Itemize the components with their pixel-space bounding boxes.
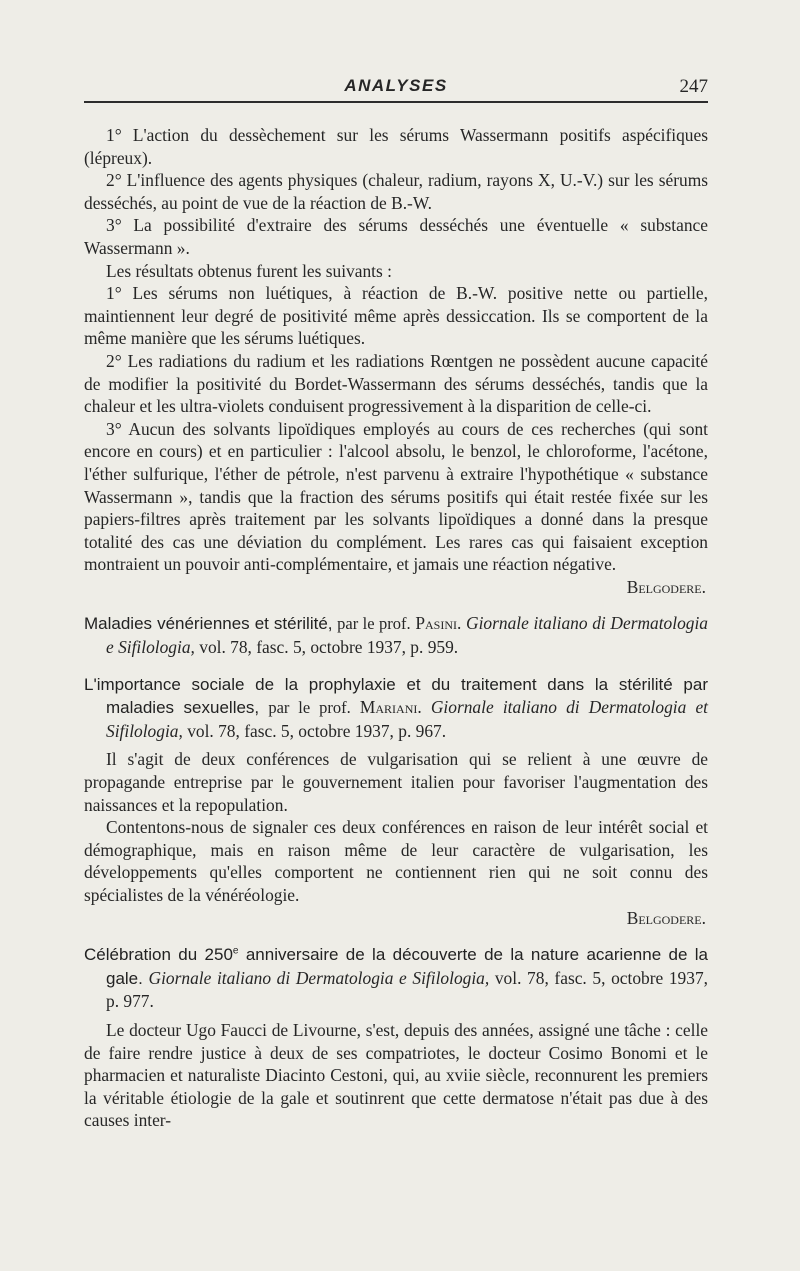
article1-paragraph: 2° L'influence des agents physiques (chaleur, radium, rayons X, U.-V.) sur les sérums desséchés, au point de vue de la réaction de B.-W. (84, 170, 708, 213)
article4-paragraph: Le docteur Ugo Faucci de Livourne, s'est, depuis des années, assigné une tâche : celle de faire rendre justice à deux de ses compatriotes, le docteur Cosimo Bonomi et le pharmacien et naturaliste Diacinto Cestoni, qui, au xviie siècle, reconnurent les premiers la véritable étiologie de la gale et soutinrent que cette dermatose n'était pas due à des causes inter- (84, 1019, 708, 1131)
article3-signature: Belgodere. (626, 907, 706, 928)
article4-title-part2: anniversaire de la découverte de la nature acarienne de la gale. (106, 945, 708, 988)
article4-title-superscript: e (232, 945, 239, 957)
article2-byline: par le prof. (337, 614, 411, 634)
article3-title: L'importance sociale de la prophylaxie et du traitement dans la stérilité par maladies sexuelles, (84, 674, 708, 718)
article3-paragraph: Il s'agit de deux conférences de vulgarisation qui se relient à une œuvre de propagande entreprise par le gouvernement italien pour favoriser l'augmentation des naissances et la repopulation. (84, 749, 708, 815)
article1-paragraph: Les résultats obtenus furent les suivants : (106, 260, 392, 281)
section-title: ANALYSES (344, 76, 448, 95)
article3-reference: vol. 78, fasc. 5, octobre 1937, p. 967. (187, 720, 447, 741)
article2-author: Pasini. (415, 613, 462, 634)
article1-paragraph: 2° Les radiations du radium et les radiations Rœntgen ne possèdent aucune capacité de modifier la positivité du Bordet-Wassermann des sérums desséchés, tandis que la chaleur et les ultra-violets conduisent progressivement à la disparition de celle-ci. (84, 350, 708, 417)
article2-heading (84, 612, 708, 658)
article3-author: Mariani. (359, 697, 422, 718)
article4-title-part1: Célébration du 250 (84, 945, 233, 965)
article3-heading (84, 673, 708, 743)
article1-paragraph: 1° Les sérums non luétiques, à réaction de B.-W. positive nette ou partielle, maintiennent leur degré de positivité même après dessiccation. Ils se comportent de la même manière que les sérums luétiques. (84, 283, 708, 349)
article2-reference: vol. 78, fasc. 5, octobre 1937, p. 959. (199, 637, 459, 658)
page-body (84, 124, 708, 1132)
article4-journal: Giornale italiano di Dermatologia e Sifilologia, (148, 967, 490, 988)
article1-signature: Belgodere. (626, 576, 706, 597)
article2-title: Maladies vénériennes et stérilité, (84, 614, 333, 634)
article1-paragraph: 3° La possibilité d'extraire des sérums desséchés une éventuelle « substance Wassermann ». (84, 215, 708, 258)
article3-byline: par le prof. (268, 698, 351, 718)
header-rule (84, 101, 708, 103)
article1-paragraph: 3° Aucun des solvants lipoïdiques employés au cours de ces recherches (qui sont encore en cours) et en particulier : l'alcool absolu, le benzol, le chloroforme, l'acétone, l'éther sulfurique, l'éther de pétrole, n'est parvenu à extraire l'hypothétique « substance Wassermann », tandis que la fraction des sérums positifs qui était restée fixée sur les papiers-filtres après traitement par les solvants lipoïdiques a donné dans la presque totalité des cas une déviation du complément. Les rares cas qui faisaient exception montraient un pouvoir anti-complémentaire, et jamais une réaction négative. (84, 418, 708, 575)
article3-paragraph: Contentons-nous de signaler ces deux conférences en raison de leur intérêt social et démographique, mais en raison même de leur caractère de vulgarisation, les développements qu'elles comportent ne contiennent rien qui ne soit connu des spécialistes de la vénéréologie. (84, 817, 708, 905)
article1-paragraph: 1° L'action du dessèchement sur les sérums Wassermann positifs aspécifiques (lépreux). (84, 125, 708, 168)
article4-heading (84, 943, 708, 1013)
page-number: 247 (679, 76, 708, 97)
article3-journal: Giornale italiano di Dermatologia et Sifilologia, (106, 697, 709, 741)
article4-reference: vol. 78, fasc. 5, octobre 1937, p. 977. (106, 967, 708, 1012)
article2-journal: Giornale italiano di Dermatologia e Sifilologia, (106, 613, 708, 658)
